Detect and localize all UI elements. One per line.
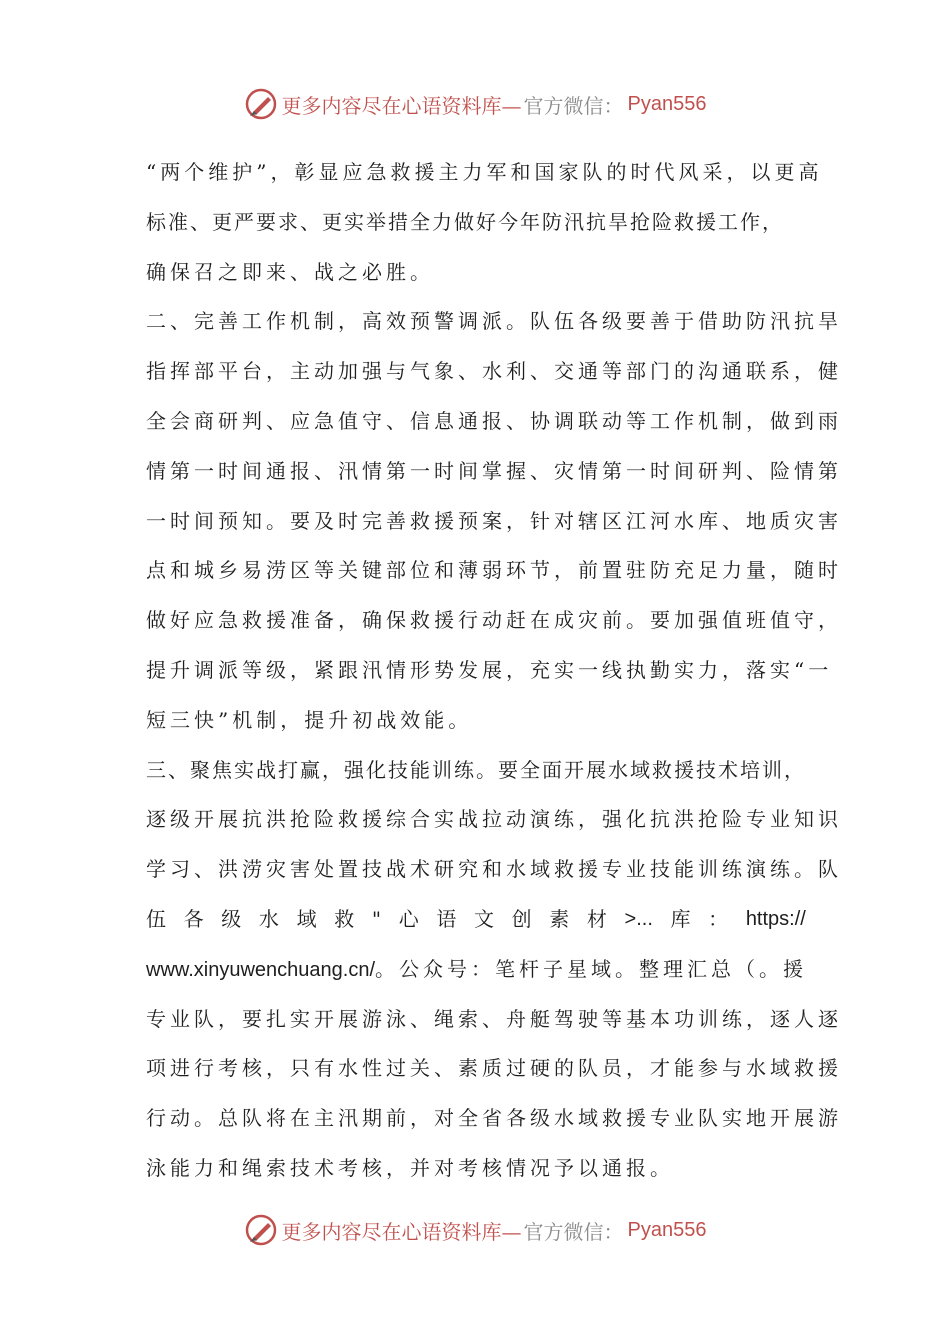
text-line: 指挥部平台，主动加强与气象、水利、交通等部门的沟通联系，健 — [146, 359, 842, 384]
text-line: 三、聚焦实战打赢，强化技能训练。要全面开展水域救援技术培训， — [146, 757, 806, 782]
banner-wechat-id: Pyan556 — [627, 92, 707, 115]
spread-char: 救 — [334, 906, 355, 931]
spread-char: 语 — [436, 906, 457, 931]
text-line: 学习、洪涝灾害处置技战术研究和水域救援专业技能训练演练。队 — [146, 857, 842, 882]
spread-char: >... — [624, 907, 653, 930]
website-link[interactable]: www.xinyuwenchuang.cn/ — [146, 958, 376, 981]
spread-char: 水 — [258, 906, 279, 931]
text-line: 逐级开展抗洪抢险救援综合实战拉动演练，强化抗洪抢险专业知识 — [146, 807, 842, 832]
url-text-line — [146, 945, 806, 995]
spread-char: 心 — [398, 906, 419, 931]
text-line: 提升调派等级，紧跟汛情形势发展，充实一线执勤实力，落实“一 — [146, 657, 833, 682]
spread-char: 伍 — [146, 906, 166, 931]
text-line: 点和城乡易涝区等关键部位和薄弱环节，前置驻防充足力量，随时 — [146, 558, 842, 583]
text-line: 全会商研判、应急值守、信息通报、协调联动等工作机制，做到雨 — [146, 408, 842, 433]
spread-char: 各 — [183, 906, 204, 931]
banner-wechat-label: 官方微信： — [523, 1219, 624, 1244]
text-line: 一时间预知。要及时完善救援预案，针对辖区江河水库、地质灾害 — [146, 508, 842, 533]
banner-text: 更多内容尽在心语资料库— — [281, 93, 522, 118]
text-line: 情第一时间通报、汛情第一时间掌握、灾情第一时间研判、险情第 — [146, 458, 842, 483]
banner-wechat-id: Pyan556 — [627, 1218, 707, 1241]
text-line: 行动。总队将在主汛期前，对全省各级水域救援专业队实地开展游 — [146, 1106, 842, 1131]
spread-char: 库 — [670, 906, 691, 931]
spread-char: 材 — [586, 906, 607, 931]
footer-banner — [0, 1210, 950, 1250]
text-line: 标准、更严要求、更实举措全力做好今年防汛抗旱抢险救援工作， — [146, 209, 784, 234]
text-line: 确保召之即来、战之必胜。 — [146, 259, 434, 284]
text-line: “两个维护”，彰显应急救援主力军和国家队的时代风采，以更高 — [146, 160, 823, 184]
spread-char: 创 — [511, 906, 532, 931]
spread-text-line — [146, 895, 806, 945]
header-banner — [0, 84, 950, 124]
text-line: 项进行考核，只有水性过关、素质过硬的队员，才能参与水域救援 — [146, 1056, 842, 1081]
spread-char: ： — [708, 906, 729, 931]
text-line: 专业队，要扎实开展游泳、绳索、舟艇驾驶等基本功训练，逐人逐 — [146, 1006, 842, 1031]
text-line: 短三快”机制，提升初战效能。 — [146, 707, 473, 732]
banner-text: 更多内容尽在心语资料库— — [281, 1219, 522, 1244]
document-body — [146, 148, 842, 1194]
pen-logo-icon — [244, 87, 278, 121]
url-fragment: https:// — [745, 907, 806, 930]
spread-char: " — [371, 906, 382, 931]
text-line: 做好应急救援准备，确保救援行动赶在成灾前。要加强值班值守， — [146, 608, 842, 633]
url-line-rest: 。公众号：笔杆子星域。整理汇总（。援 — [375, 956, 808, 981]
spread-char: 文 — [473, 906, 494, 931]
text-line: 泳能力和绳索技术考核，并对考核情况予以通报。 — [146, 1155, 674, 1180]
spread-char: 级 — [221, 906, 242, 931]
text-line: 二、完善工作机制，高效预警调派。队伍各级要善于借助防汛抗旱 — [146, 309, 842, 334]
spread-char: 素 — [549, 906, 570, 931]
spread-char: 域 — [296, 906, 317, 931]
banner-wechat-label: 官方微信： — [523, 93, 624, 118]
pen-logo-icon — [244, 1213, 278, 1247]
